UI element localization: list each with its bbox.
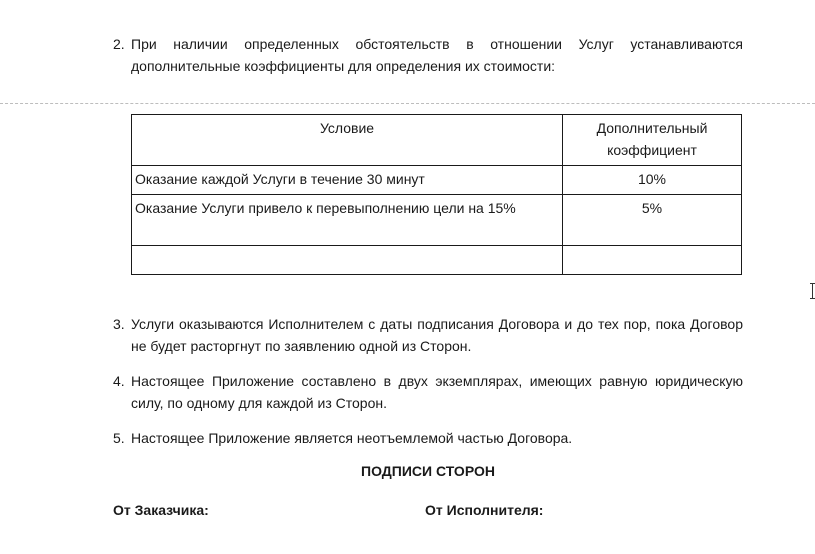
coefficients-table bbox=[131, 114, 742, 275]
condition-cell[interactable]: Оказание Услуги привело к перевыполнению цели на 15% bbox=[132, 195, 563, 246]
clause-2 bbox=[113, 33, 743, 77]
table-row bbox=[132, 166, 742, 195]
text-cursor-icon bbox=[810, 283, 815, 299]
signatures-title[interactable]: ПОДПИСИ СТОРОН bbox=[361, 463, 495, 479]
clause-number: 5. bbox=[113, 430, 125, 446]
coefficient-cell[interactable]: 10% bbox=[563, 166, 742, 195]
clause-number: 3. bbox=[113, 316, 125, 332]
clause-5 bbox=[113, 427, 743, 449]
clause-text[interactable]: Услуги оказываются Исполнителем с даты подписания Договора и до тех пор, пока Договор не будет расторгнут по заявлению одной из Сторон. bbox=[131, 316, 743, 354]
table-row bbox=[132, 246, 742, 275]
clause-4 bbox=[113, 370, 743, 414]
clause-number: 4. bbox=[113, 373, 125, 389]
coefficient-cell[interactable]: 5% bbox=[563, 195, 742, 246]
contractor-signature-label[interactable]: От Исполнителя: bbox=[425, 502, 544, 518]
clause-number: 2. bbox=[113, 36, 125, 52]
customer-signature-label[interactable]: От Заказчика: bbox=[113, 502, 209, 518]
condition-cell[interactable]: Оказание каждой Услуги в течение 30 минут bbox=[132, 166, 563, 195]
clause-text[interactable]: При наличии определенных обстоятельств в отношении Услуг устанавливаются дополнительные коэффициенты для определения их стоимости: bbox=[131, 36, 743, 74]
coefficient-cell[interactable] bbox=[563, 246, 742, 275]
clause-text[interactable]: Настоящее Приложение является неотъемлемой частью Договора. bbox=[131, 430, 573, 446]
clause-text[interactable]: Настоящее Приложение составлено в двух экземплярах, имеющих равную юридическую силу, по одному для каждой из Сторон. bbox=[131, 373, 743, 411]
header-condition[interactable]: Условие bbox=[132, 115, 563, 166]
table-row bbox=[132, 195, 742, 246]
page-break-divider bbox=[0, 103, 815, 104]
table-header-row bbox=[132, 115, 742, 166]
header-coefficient[interactable]: Дополнительный коэффициент bbox=[563, 115, 742, 166]
condition-cell[interactable] bbox=[132, 246, 563, 275]
clause-3 bbox=[113, 313, 743, 357]
